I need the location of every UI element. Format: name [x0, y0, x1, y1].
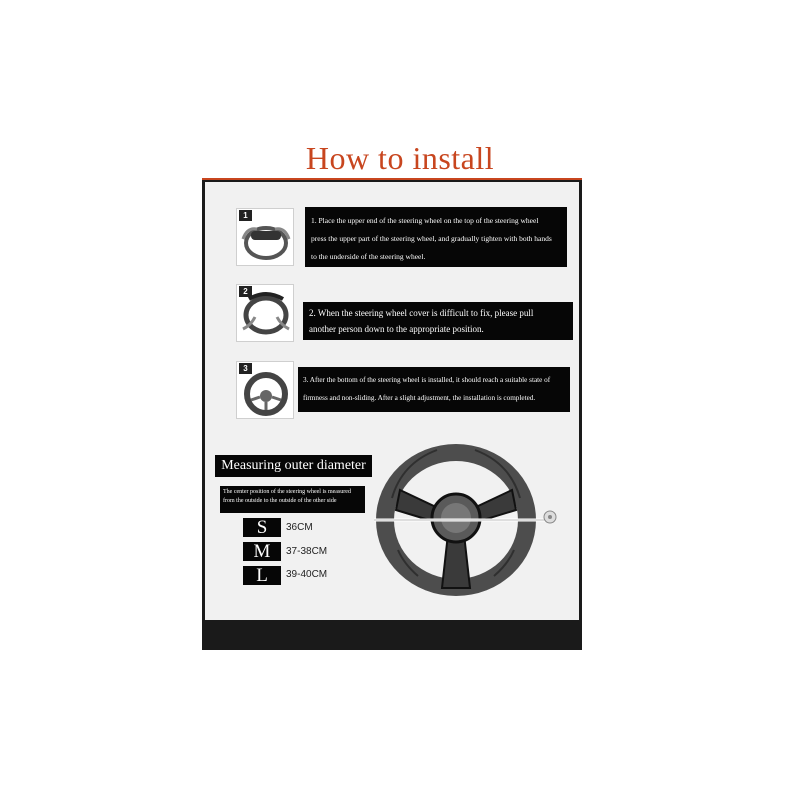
- size-s-value: 36CM: [286, 522, 313, 533]
- step-3-text: [298, 367, 570, 412]
- measure-note: [220, 486, 365, 513]
- step-2-line: another person down to the appropriate position.: [309, 324, 484, 334]
- measure-note-line: The center position of the steering wheel is measured: [223, 489, 351, 495]
- page-title: How to install: [305, 140, 495, 176]
- size-m-value: 37-38CM: [286, 546, 328, 557]
- size-l-value: 39-40CM: [286, 569, 328, 580]
- step-2-text: [303, 302, 573, 340]
- step-1-line: press the upper part of the steering wheel, and gradually tighten with both hands: [311, 234, 552, 243]
- step-3-number: 3: [239, 363, 252, 374]
- size-m-badge: M: [243, 542, 281, 561]
- step-3-line: 3. After the bottom of the steering wheel is installed, it should reach a suitable state of: [303, 376, 551, 384]
- size-l-badge: L: [243, 566, 281, 585]
- step-1-text: [305, 207, 567, 267]
- step-2-image: [236, 284, 294, 342]
- size-s-badge: S: [243, 518, 281, 537]
- step-1-line: 1. Place the upper end of the steering wheel on the top of the steering wheel: [311, 216, 539, 225]
- step-2-line: 2. When the steering wheel cover is difficult to fix, please pull: [309, 308, 534, 318]
- step-1-image: [236, 208, 294, 266]
- measure-heading: Measuring outer diameter: [215, 455, 372, 477]
- step-2-number: 2: [239, 286, 252, 297]
- steering-wheel-diagram: [372, 438, 562, 608]
- tape-measure-icon: [544, 511, 556, 523]
- step-1-line: to the underside of the steering wheel.: [311, 252, 426, 261]
- step-3-image: [236, 361, 294, 419]
- step-1-number: 1: [239, 210, 252, 221]
- panel-accent-line: [202, 178, 582, 180]
- measure-note-line: from the outside to the outside of the other side: [223, 498, 337, 504]
- step-3-line: firmness and non-sliding. After a slight adjustment, the installation is completed.: [303, 394, 536, 402]
